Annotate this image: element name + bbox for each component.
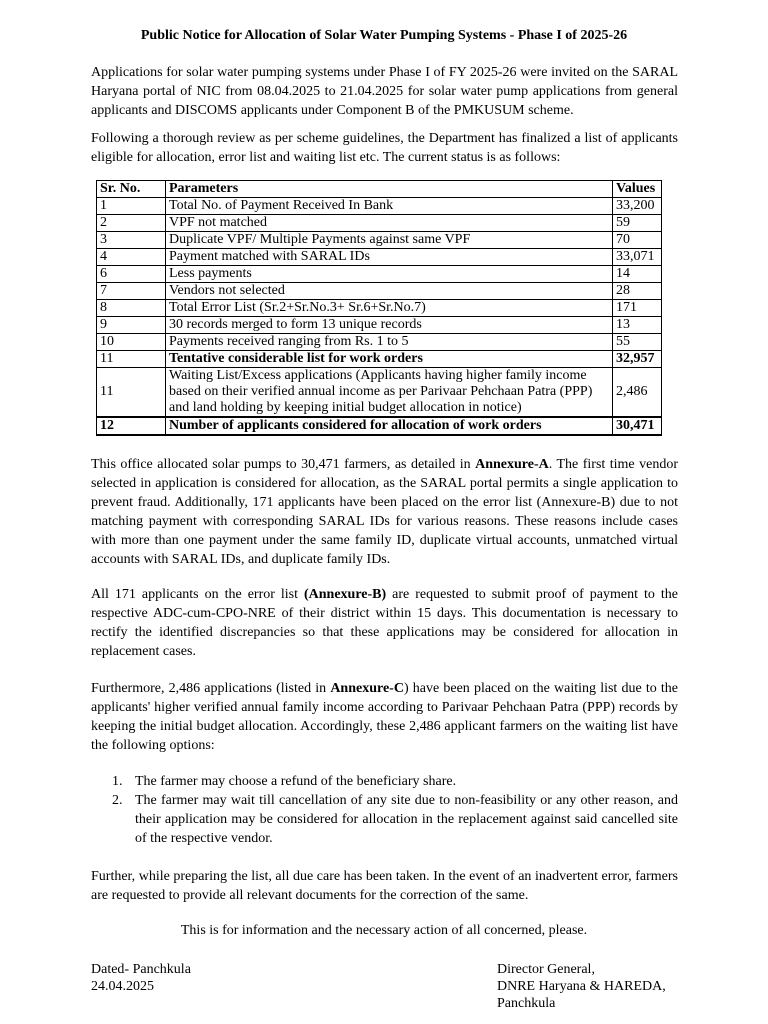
error-text-1: All 171 applicants on the error list <box>91 587 304 602</box>
info-line: This is for information and the necessary action of all concerned, please. <box>180 923 588 938</box>
signatory-block <box>497 961 666 1012</box>
list-item <box>91 791 678 848</box>
row-parameter: Tentative considerable list for work orders <box>166 351 613 368</box>
waiting-text-1: Furthermore, 2,486 applications (listed in <box>91 681 331 696</box>
annexure-c-ref: Annexure-C <box>330 681 404 696</box>
row-parameter: VPF not matched <box>166 215 613 232</box>
row-parameter: Less payments <box>166 266 613 283</box>
row-sr: 8 <box>97 300 166 317</box>
row-sr: 2 <box>97 215 166 232</box>
intro-paragraph: Applications for solar water pumping systems under Phase I of FY 2025-26 were invited on the SARAL Haryana portal of NIC from 08.04.2025 to 21.04.2025 for solar water pump applications from general applicants and DISCOMS applicants under Component B of the PMKUSUM scheme. <box>91 65 678 118</box>
list-item <box>91 772 678 791</box>
row-value: 33,071 <box>613 249 662 266</box>
table-row <box>97 283 662 300</box>
options-list <box>91 772 678 848</box>
row-value: 171 <box>613 300 662 317</box>
allocation-paragraph <box>91 455 678 569</box>
row-parameter: Payments received ranging from Rs. 1 to 5 <box>166 334 613 351</box>
row-parameter: Duplicate VPF/ Multiple Payments against same VPF <box>166 232 613 249</box>
row-value: 30,471 <box>613 417 662 435</box>
row-parameter: Waiting List/Excess applications (Applicants having higher family income based on their verified annual income as per Parivaar Pehchaan Patra (PPP) and land holding by keeping initial budget allocation in notice) <box>166 368 613 418</box>
row-parameter: 30 records merged to form 13 unique records <box>166 317 613 334</box>
row-value: 13 <box>613 317 662 334</box>
table-row <box>97 334 662 351</box>
table-row <box>97 317 662 334</box>
row-value: 55 <box>613 334 662 351</box>
row-sr: 6 <box>97 266 166 283</box>
allocation-text-2: . The first time vendor selected in application is considered for allocation, as the SARAL portal permits a single application to prevent fraud. Additionally, 171 applicants have been placed on the error list (Annexure-B) due to not matching payment with corresponding SARAL IDs for various reasons. These reasons include cases with more than one payment under the same family ID, duplicate virtual accounts, unmatched virtual accounts with SARAL IDs, and duplicate family IDs. <box>91 457 679 567</box>
row-parameter: Total Error List (Sr.2+Sr.No.3+ Sr.6+Sr.No.7) <box>166 300 613 317</box>
waiting-text-2: ) have been placed on the waiting list due to the applicants' higher verified annual family income according to Parivaar Pehchaan Patra (PPP) records by keeping the initial budget allocation. Accordingly, these 2,486 applicant farmers on the waiting list have the following options: <box>91 681 678 753</box>
row-sr: 10 <box>97 334 166 351</box>
signatory-org: DNRE Haryana & HAREDA, <box>497 979 666 994</box>
option-number: 1. <box>112 774 123 789</box>
further-paragraph: Further, while preparing the list, all due care has been taken. In the event of an inadvertent error, farmers are requested to provide all relevant documents for the correction of the same. <box>91 869 678 903</box>
row-sr: 11 <box>97 368 166 418</box>
option-number: 2. <box>112 793 123 808</box>
row-parameter: Total No. of Payment Received In Bank <box>166 198 613 215</box>
dated-place: Dated- Panchkula <box>91 962 191 977</box>
row-sr: 4 <box>97 249 166 266</box>
annexure-b-ref: (Annexure-B) <box>303 587 387 602</box>
table-row <box>97 249 662 266</box>
header-values: Values <box>613 181 662 198</box>
table-row <box>97 215 662 232</box>
status-table <box>96 180 662 436</box>
row-value: 14 <box>613 266 662 283</box>
row-sr: 11 <box>97 351 166 368</box>
row-value: 59 <box>613 215 662 232</box>
error-text-2: are requested to submit proof of payment to the respective ADC-cum-CPO-NRE of their district within 15 days. This documentation is necessary to rectify the identified discrepancies so that these applications may be considered for allocation in replacement cases. <box>91 587 678 659</box>
row-sr: 3 <box>97 232 166 249</box>
table-row-waiting-list <box>97 368 662 418</box>
table-row-final-total <box>97 417 662 435</box>
row-value: 28 <box>613 283 662 300</box>
page-title: Public Notice for Allocation of Solar Water Pumping Systems - Phase I of 2025-26 <box>140 28 628 43</box>
table-row <box>97 198 662 215</box>
row-sr: 1 <box>97 198 166 215</box>
row-sr: 9 <box>97 317 166 334</box>
table-row-tentative-total <box>97 351 662 368</box>
header-parameters: Parameters <box>166 181 613 198</box>
row-parameter: Number of applicants considered for allocation of work orders <box>166 417 613 435</box>
signatory-place: Panchkula <box>497 996 556 1011</box>
dated-date: 24.04.2025 <box>91 979 154 994</box>
allocation-text-1: This office allocated solar pumps to 30,471 farmers, as detailed in <box>91 457 476 472</box>
row-value: 2,486 <box>613 368 662 418</box>
table-row <box>97 266 662 283</box>
table-row <box>97 300 662 317</box>
row-value: 33,200 <box>613 198 662 215</box>
row-value: 32,957 <box>613 351 662 368</box>
row-value: 70 <box>613 232 662 249</box>
row-sr: 7 <box>97 283 166 300</box>
option-text: The farmer may choose a refund of the beneficiary share. <box>135 774 457 789</box>
error-list-paragraph <box>91 585 678 661</box>
option-text: The farmer may wait till cancellation of any site due to non-feasibility or any other reason, and their application may be considered for allocation in the replacement against said cancelled site of the respective vendor. <box>135 793 678 846</box>
table-header-row <box>97 181 662 198</box>
row-sr: 12 <box>97 417 166 435</box>
header-sr-no: Sr. No. <box>97 181 166 198</box>
signatory-title: Director General, <box>497 962 595 977</box>
row-parameter: Vendors not selected <box>166 283 613 300</box>
table-row <box>97 232 662 249</box>
annexure-a-ref: Annexure-A <box>475 457 549 472</box>
dated-block <box>91 961 191 995</box>
row-parameter: Payment matched with SARAL IDs <box>166 249 613 266</box>
waiting-list-paragraph <box>91 679 678 755</box>
review-paragraph: Following a thorough review as per scheme guidelines, the Department has finalized a list of applicants eligible for allocation, error list and waiting list etc. The current status is as follows: <box>91 131 678 165</box>
